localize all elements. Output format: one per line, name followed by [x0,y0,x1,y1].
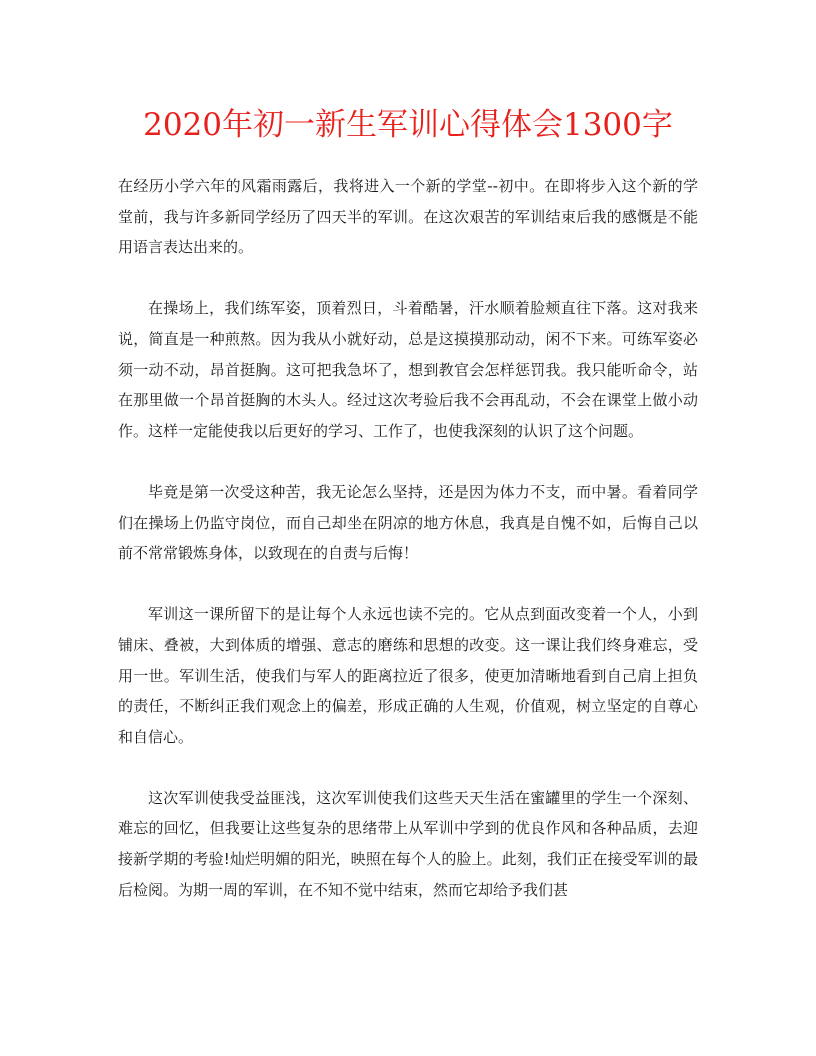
paragraph-1: 在经历小学六年的风霜雨露后，我将进入一个新的学堂--初中。在即将步入这个新的学堂前，我与许多新同学经历了四天半的军训。在这次艰苦的军训结束后我的感慨是不能用语言表达出来的。 [118,177,698,257]
document-title: 2020年初一新生军训心得体会1300字 [143,107,673,143]
paragraph-5: 这次军训使我受益匪浅，这次军训使我们这些天天生活在蜜罐里的学生一个深刻、难忘的回忆，但我要让这些复杂的思绪带上从军训中学到的优良作风和各种品质，去迎接新学期的考验!灿烂明媚的阳光，映照在每个人的脸上。此刻，我们正在接受军训的最后检阅。为期一周的军训，在不知不觉中结束，然而它却给予我们甚 [118,788,698,899]
paragraph-3: 毕竟是第一次受这种苦，我无论怎么坚持，还是因为体力不支，而中暑。看着同学们在操场上仍监守岗位，而自己却坐在阴凉的地方休息，我真是自愧不如，后悔自己以前不常常锻炼身体，以致现在的自责与后悔！ [118,482,698,563]
paragraph-4: 军训这一课所留下的是让每个人永远也读不完的。它从点到面改变着一个人，小到铺床、叠被，大到体质的增强、意志的磨练和思想的改变。这一课让我们终身难忘，受用一世。军训生活，使我们与军人的距离拉近了很多，使更加清晰地看到自己肩上担负的责任，不断纠正我们观念上的偏差，形成正确的人生观，价值观，树立坚定的自尊心和自信心。 [118,605,698,746]
document-body [118,171,698,936]
paragraph-2: 在操场上，我们练军姿，顶着烈日，斗着酷暑，汗水顺着脸颊直往下落。这对我来说，简直是一种煎熬。因为我从小就好动，总是这摸摸那动动，闲不下来。可练军姿必须一动不动，昂首挺胸。这可把我急坏了，想到教官会怎样惩罚我。我只能听命令，站在那里做一个昂首挺胸的木头人。经过这次考验后我不会再乱动，不会在课堂上做小动作。这样一定能使我以后更好的学习、工作了，也使我深刻的认识了这个问题。 [118,299,698,440]
